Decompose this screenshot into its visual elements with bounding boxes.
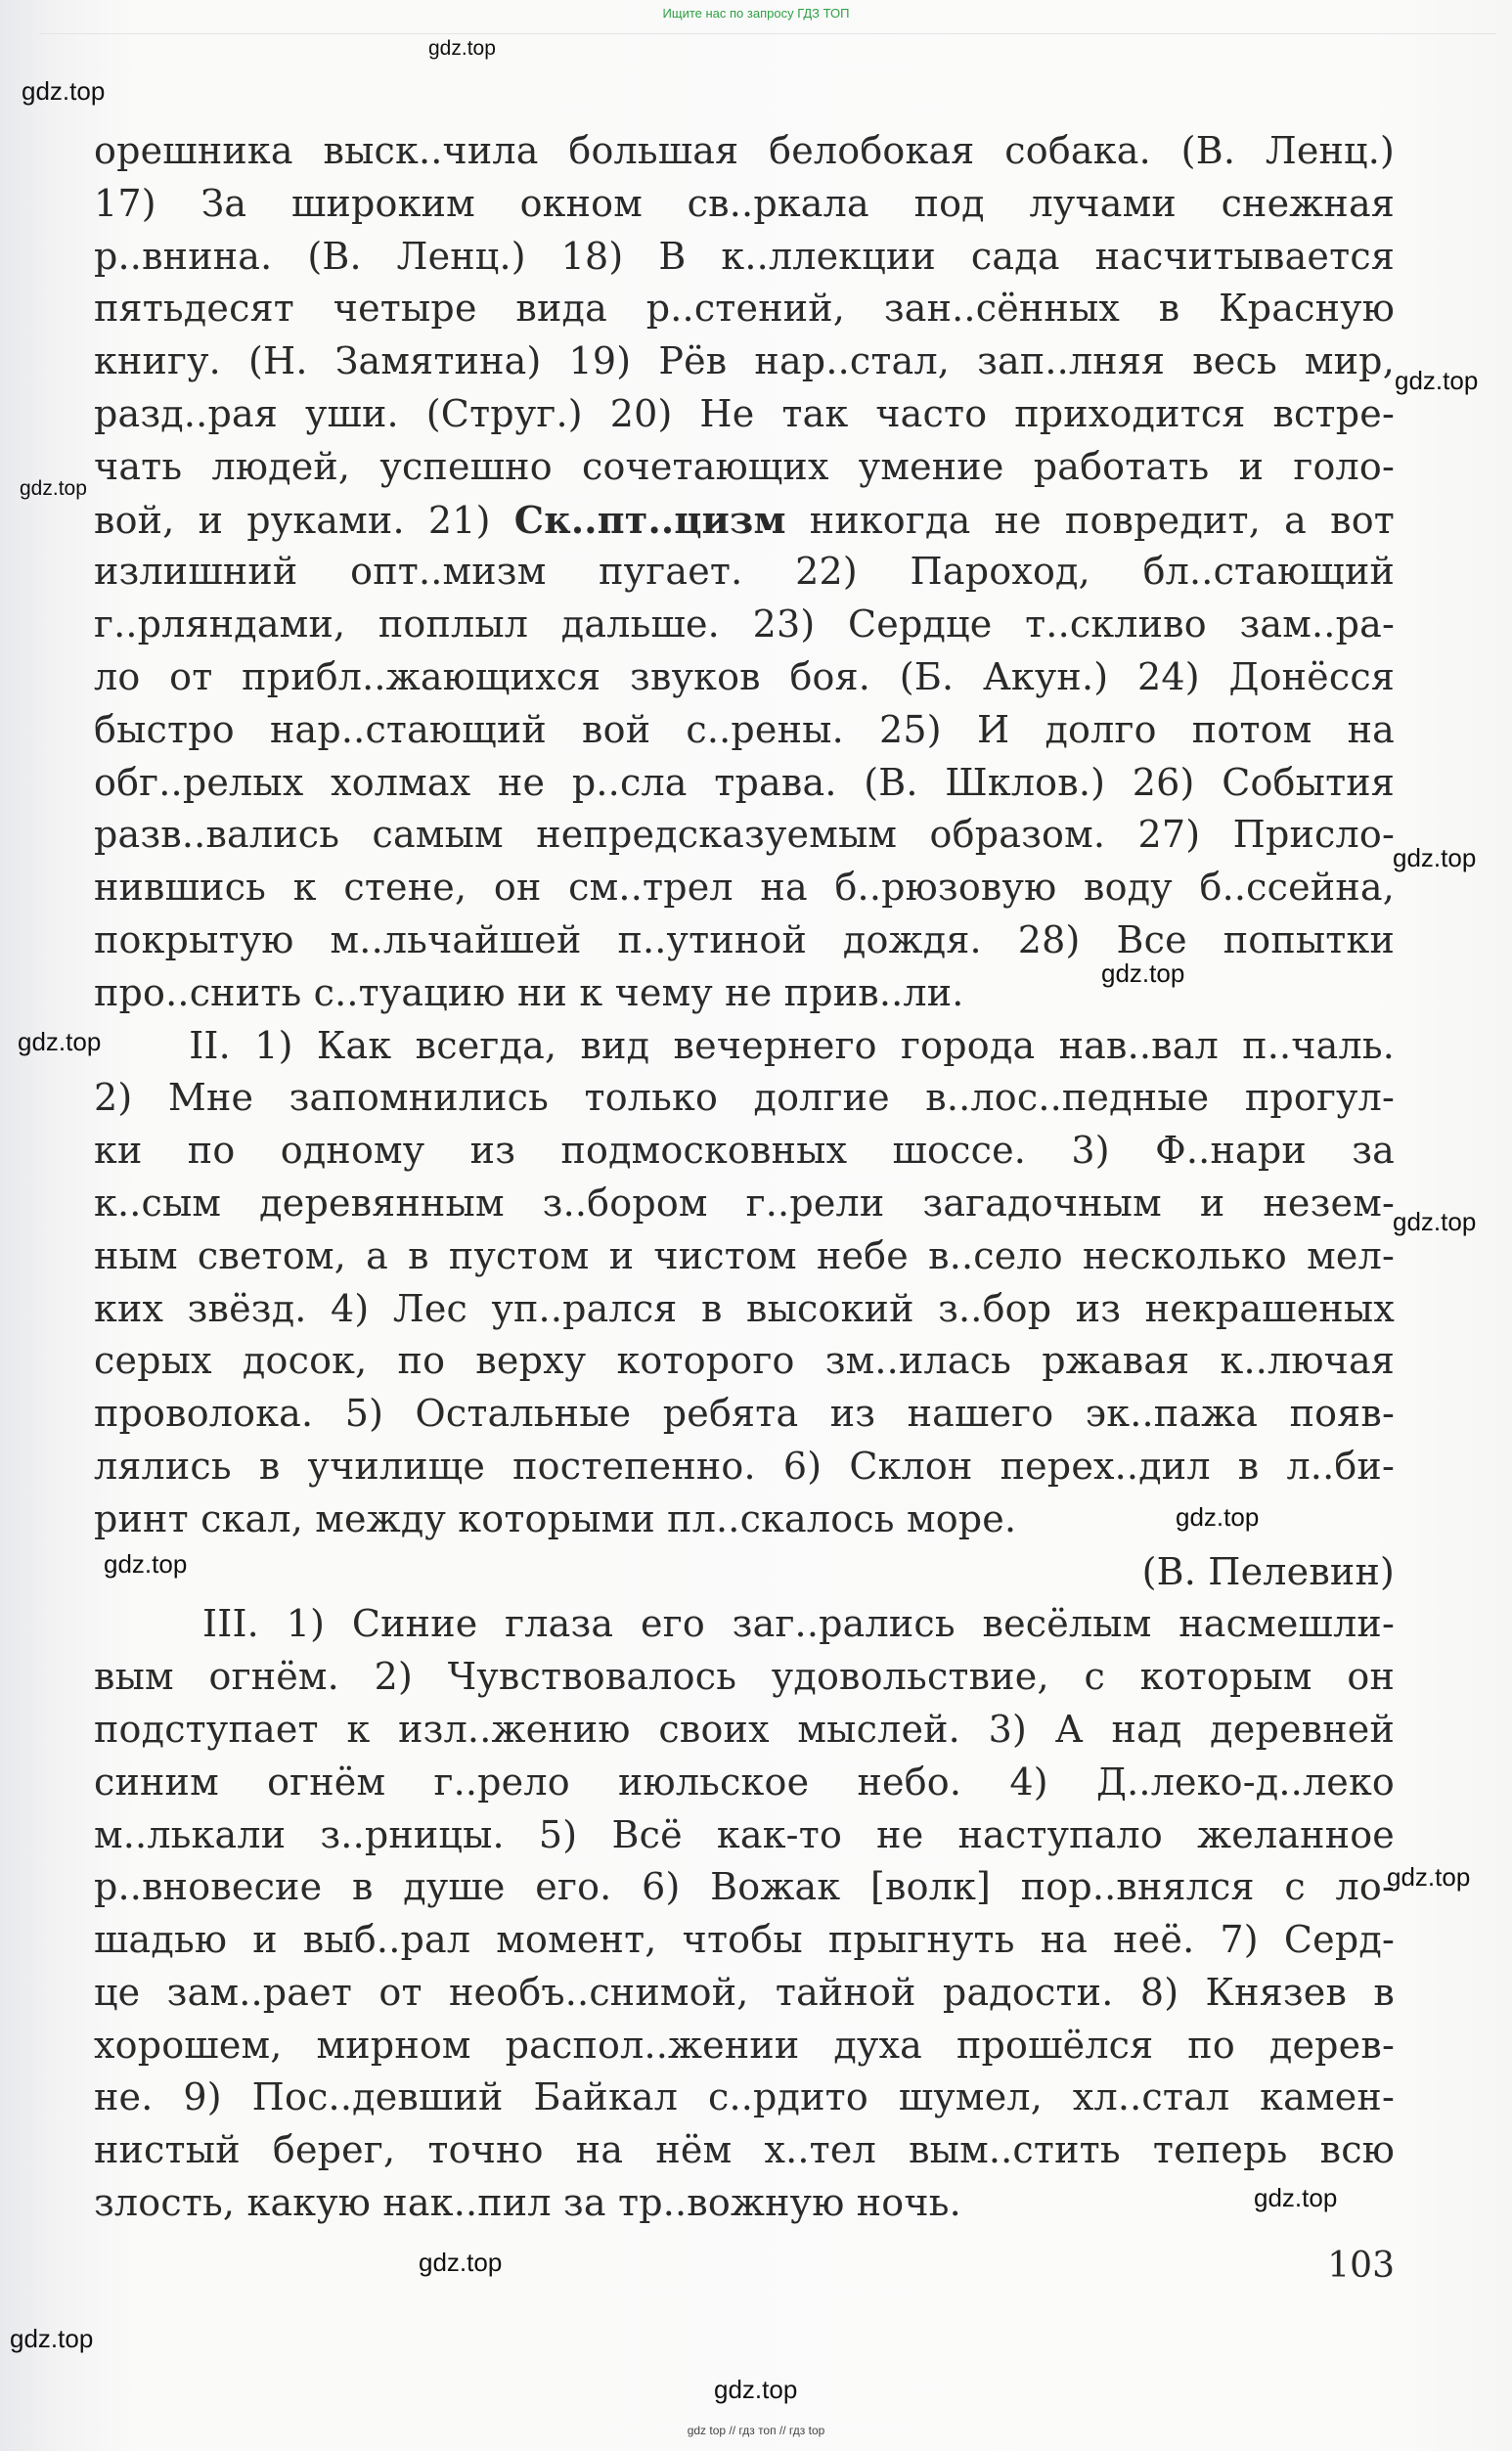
text-line: орешника выск..чила большая белобокая собака. (В. Ленц.) (94, 129, 1395, 172)
page-number: 103 (1327, 2246, 1395, 2286)
watermark: gdz.top (20, 477, 87, 500)
text-line: пятьдесят четыре вида р..стений, зан..сённых в Красную (94, 287, 1395, 331)
text-line: ным светом, а в пустом и чистом небе в..село несколько мел- (94, 1233, 1395, 1277)
text-line: м..лькали з..рницы. 5) Всё как-то не наступало желанное (94, 1812, 1395, 1856)
bold-term: Ск..пт..цизм (513, 497, 786, 542)
text-line: злость, какую нак..пил за тр..вожную ночь. (94, 2181, 961, 2225)
watermark: gdz.top (714, 2375, 798, 2404)
watermark: gdz.top (1387, 1862, 1471, 1892)
text-line: книгу. (Н. Замятина) 19) Рёв нар..стал, зап..лняя весь мир, (94, 339, 1395, 383)
watermark: gdz.top (428, 37, 496, 60)
text-line: не. 9) Пос..девший Байкал с..рдито шумел, хл..стал камен- (94, 2075, 1395, 2119)
watermark: gdz.top (1393, 843, 1477, 872)
watermark: gdz.top (10, 2324, 94, 2353)
text-line: 17) За широким окном св..ркала под лучами снежная (94, 181, 1395, 225)
text-line: синим огнём г..рело июльское небо. 4) Д..леко-д..леко (94, 1760, 1395, 1804)
text-line: нистый берег, точно на нём х..тел вым..стить теперь всю (94, 2128, 1395, 2172)
text-line: ринт скал, между которыми пл..скалось море. (94, 1496, 1017, 1540)
text-line: лялись в училище постепенно. 6) Склон перех..дил в л..би- (94, 1444, 1395, 1488)
watermark: gdz.top (1101, 958, 1185, 988)
text-line: к..сым деревянным з..бором г..рели загадочным и незем- (94, 1181, 1395, 1225)
text-line: г..рляндами, поплыл дальше. 23) Сердце т..скливо зам..ра- (94, 602, 1395, 646)
text-line: быстро нар..стающий вой с..рены. 25) И долго потом на (94, 707, 1395, 751)
text-line: чать людей, успешно сочетающих умение работать и голо- (94, 444, 1395, 488)
text-line: излишний опт..мизм пугает. 22) Пароход, бл..стающий (94, 550, 1395, 594)
text-line: ки по одному из подмосковных шоссе. 3) Ф..нари за (94, 1129, 1395, 1173)
top-banner[interactable]: Ищите нас по запросу ГДЗ ТОП (662, 6, 850, 21)
text-line: проволока. 5) Остальные ребята из нашего эк..пажа появ- (94, 1392, 1395, 1436)
bottom-banner[interactable]: gdz top // гдз топ // гдз top (687, 2424, 825, 2437)
text-line: разв..вались самым непредсказуемым образом. 27) Присло- (94, 813, 1395, 857)
text-line: ких звёзд. 4) Лес уп..рался в высокий з..бор из некрашеных (94, 1286, 1395, 1330)
text-line: хорошем, мирном распол..жении духа прошёлся по дерев- (94, 2023, 1395, 2067)
text-line: III. 1) Синие глаза его заг..рались весёлым насмешли- (94, 1602, 1395, 1646)
watermark: gdz.top (419, 2248, 503, 2277)
text-line: р..вновесие в душе его. 6) Вожак [волк] пор..внялся с ло- (94, 1865, 1395, 1909)
text-line: ло от прибл..жающихся звуков боя. (Б. Акун.) 24) Донёсся (94, 654, 1395, 698)
text-line: це зам..рает от необъ..снимой, тайной радости. 8) Князев в (94, 1970, 1395, 2014)
text-line: про..снить с..туацию ни к чему не прив..ли. (94, 970, 964, 1014)
text-line: серых досок, по верху которого зм..илась ржавая к..лючая (94, 1339, 1395, 1383)
text-line: шадью и выб..рал момент, чтобы прыгнуть на неё. 7) Серд- (94, 1918, 1395, 1962)
text-line: II. 1) Как всегда, вид вечернего города нав..вал п..чаль. (94, 1023, 1395, 1067)
exercise-text (94, 125, 1395, 2230)
text-line: вым огнём. 2) Чувствовалось удовольствие, с которым он (94, 1655, 1395, 1699)
text-line: 2) Мне запомнились только долгие в..лос..педные прогул- (94, 1076, 1395, 1120)
watermark: gdz.top (1254, 2183, 1338, 2212)
text-line (94, 494, 1395, 547)
text-line: р..внина. (В. Ленц.) 18) В к..ллекции сада насчитывается (94, 234, 1395, 278)
watermark: gdz.top (104, 1549, 188, 1579)
text-segment: вой, и руками. 21) (94, 498, 514, 542)
watermark: gdz.top (1395, 366, 1479, 395)
watermark: gdz.top (1176, 1502, 1260, 1532)
watermark: gdz.top (18, 1027, 102, 1056)
text-line: подступает к изл..жению своих мыслей. 3) А над деревней (94, 1707, 1395, 1751)
text-line: разд..рая уши. (Струг.) 20) Не так часто приходится встре- (94, 391, 1395, 435)
text-line: нившись к стене, он см..трел на б..рюзовую воду б..ссейна, (94, 866, 1395, 910)
top-divider (39, 33, 1496, 34)
text-line: (В. Пелевин) (1141, 1549, 1395, 1593)
watermark: gdz.top (1393, 1207, 1477, 1236)
text-line: покрытую м..льчайшей п..утиной дождя. 28) Все попытки (94, 917, 1395, 961)
watermark: gdz.top (22, 76, 106, 106)
text-segment: никогда не повредит, а вот (785, 498, 1395, 542)
text-line: обг..релых холмах не р..сла трава. (В. Шклов.) 26) События (94, 760, 1395, 804)
